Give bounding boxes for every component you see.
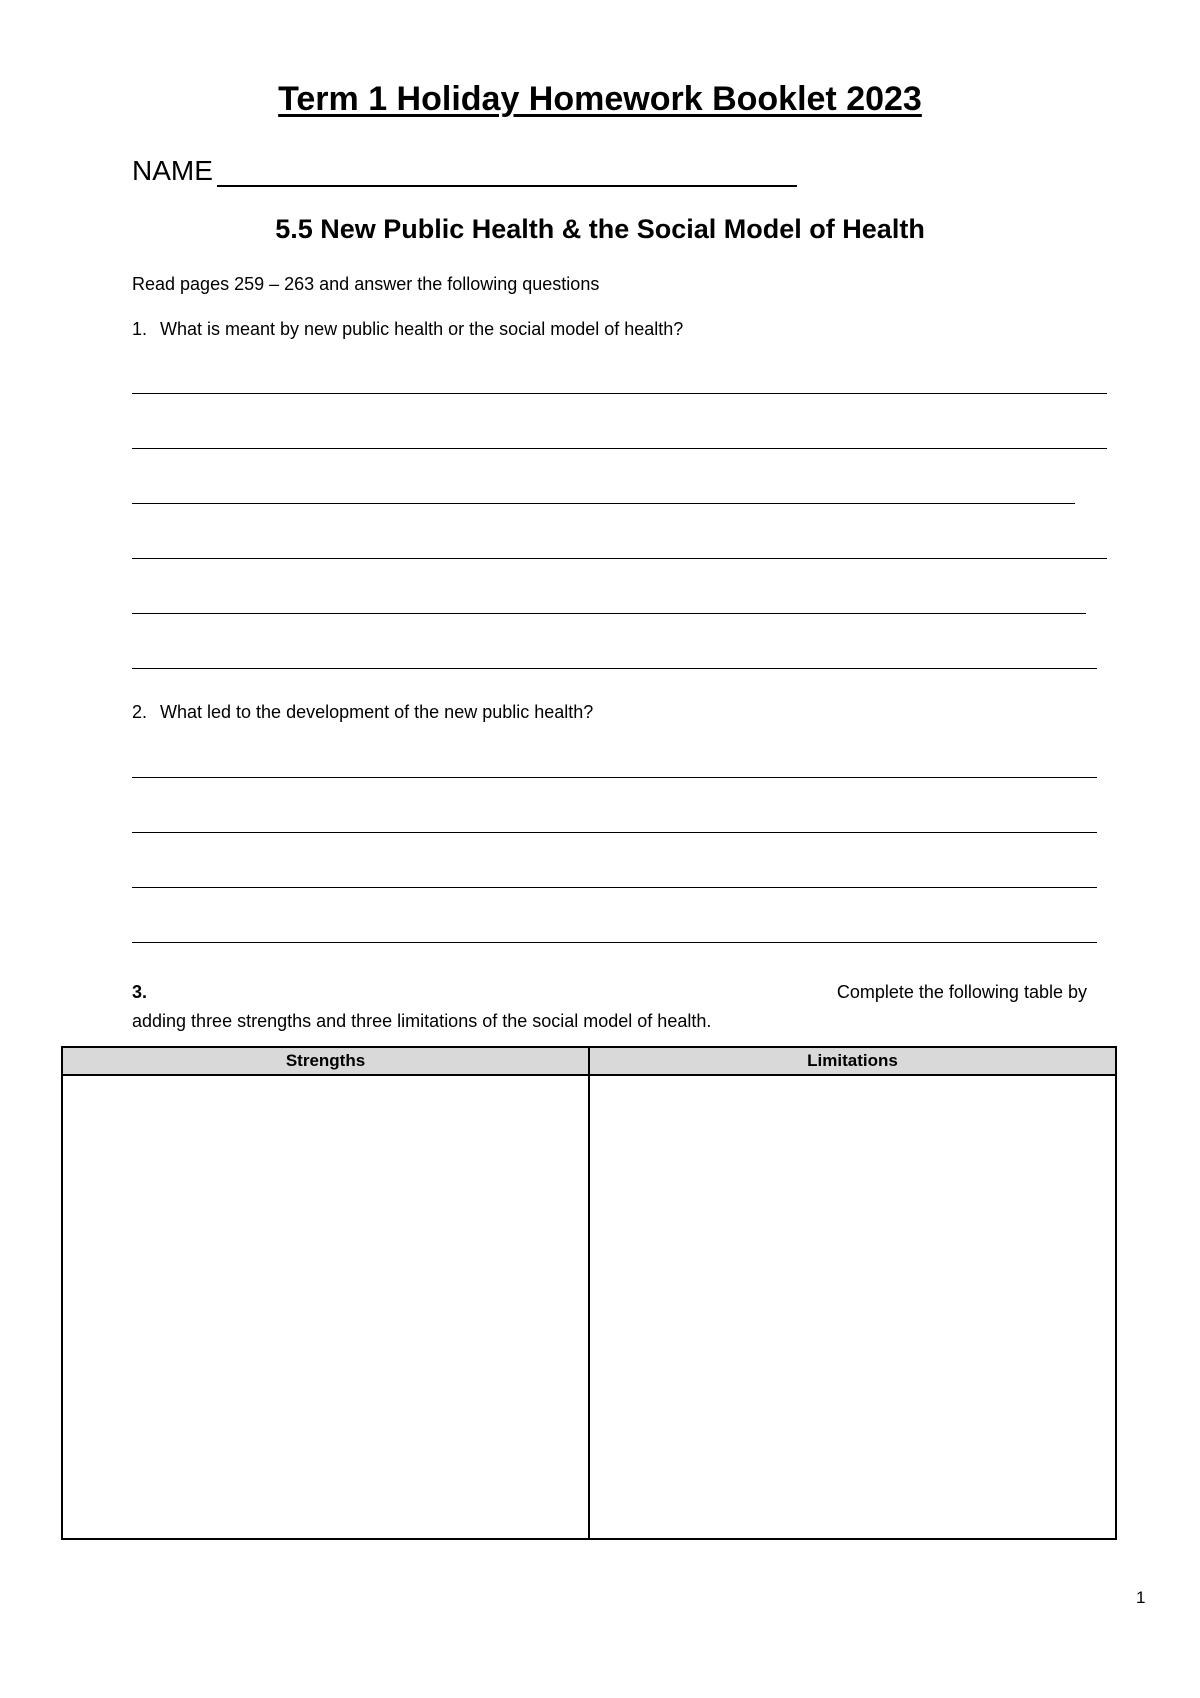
- strengths-limitations-table: [61, 1046, 1117, 1540]
- reading-instruction: Read pages 259 – 263 and answer the following questions: [132, 274, 600, 294]
- strengths-cell[interactable]: [63, 1076, 588, 1538]
- question-1-number: 1.: [132, 319, 148, 339]
- answer-line[interactable]: [132, 393, 1107, 394]
- question-2-text: What led to the development of the new public health?: [160, 702, 594, 722]
- section-heading: 5.5 New Public Health & the Social Model of Health: [275, 214, 925, 244]
- limitations-header: Limitations: [590, 1048, 1115, 1076]
- strengths-column: [63, 1048, 588, 1538]
- name-input-line[interactable]: [217, 163, 797, 187]
- question-3: [132, 978, 1087, 1036]
- limitations-column: [588, 1048, 1115, 1538]
- question-2-number: 2.: [132, 702, 148, 722]
- question-2: [132, 702, 593, 723]
- answer-line[interactable]: [132, 668, 1097, 669]
- answer-line[interactable]: [132, 558, 1107, 559]
- answer-line[interactable]: [132, 887, 1097, 888]
- question-3-number: 3.: [132, 982, 148, 1002]
- answer-line[interactable]: [132, 503, 1075, 504]
- answer-line[interactable]: [132, 832, 1097, 833]
- name-label: NAME: [132, 155, 213, 186]
- question-3-text-part2: adding three strengths and three limitations of the social model of health.: [132, 1011, 712, 1031]
- answer-line[interactable]: [132, 942, 1097, 943]
- question-3-text-part1: Complete the following table by: [836, 982, 1087, 1002]
- question-1: [132, 319, 683, 340]
- page-title: Term 1 Holiday Homework Booklet 2023: [278, 80, 922, 118]
- answer-line[interactable]: [132, 777, 1097, 778]
- answer-line[interactable]: [132, 448, 1107, 449]
- strengths-header: Strengths: [63, 1048, 588, 1076]
- page-number: 1: [1136, 1588, 1146, 1607]
- question-1-text: What is meant by new public health or the social model of health?: [160, 319, 684, 339]
- limitations-cell[interactable]: [590, 1076, 1115, 1538]
- name-field: [132, 155, 797, 187]
- answer-line[interactable]: [132, 613, 1086, 614]
